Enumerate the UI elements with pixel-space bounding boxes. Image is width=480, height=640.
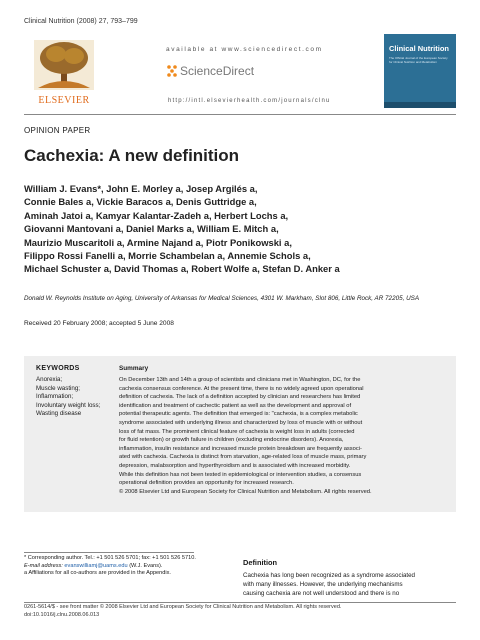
corresponding-author-note: * Corresponding author. Tel.: +1 501 526 5701; fax: +1 501 526 5710. [24,555,196,561]
author-list [24,182,464,276]
email-suffix: (W.J. Evans). [129,562,163,569]
doi-line[interactable]: doi:10.1016/j.clnu.2008.06.013 [24,611,100,618]
publisher-logo-text: ELSEVIER [38,95,90,106]
copyright-line: © 2008 Elsevier Ltd and European Society for Clinical Nutrition and Metabolism. All rights reserved. [119,488,372,495]
author-line: Giovanni Mantovani a, Daniel Marks a, William E. Mitch a, [24,223,279,235]
bottom-divider [24,602,456,603]
footnote-divider [24,552,194,553]
definition-body [243,571,457,598]
definition-heading: Definition [243,558,278,567]
keyword-item: Anorexia; [36,376,63,383]
footnotes [24,555,196,578]
summary-line: On December 13th and 14th a group of scientists and clinicians met in Washington, DC, for the [119,377,361,383]
cover-subtitle: The Official Journal of the European Society for Clinical Nutrition and Metabolism [389,56,448,64]
elsevier-tree-icon [24,34,104,94]
summary-line: inflammation, insulin resistance and increased muscle protein breakdown are frequently associ- [119,445,362,452]
summary-line: definition of cachexia. The lack of a definition accepted by clinician and researchers has limited [119,394,361,401]
summary-line: While this definition has not been tested in epidemiological or intervention studies, a consensus [119,471,362,478]
author-line: William J. Evans*, John E. Morley a, Josep Argilés a, [24,183,258,194]
summary-line: syndrome associated with underlying illness and characterized by loss of muscle with or without [119,419,363,426]
publication-info [24,604,464,620]
issn-line: 0261-5614/$ - see front matter © 2008 Elsevier Ltd and European Society for Clinical Nutrition and Metabolism. All rights reserved. [24,604,342,610]
cover-title: Clinical Nutrition [389,44,449,53]
sciencedirect-logo-icon [166,64,178,83]
summary-line: operational definition provides an opportunity for increased research. [119,480,294,487]
header-divider [24,114,456,115]
summary-line: for fluid retention) or growth failure in children (excluding endocrine disorders). Anorexia, [119,437,344,444]
affiliation: Donald W. Reynolds Institute on Aging, University of Arkansas for Medical Sciences, 4301 W. Markham, Slot 806, Little Rock, AR 72205, USA [24,295,420,302]
email-note [24,563,196,571]
keywords-list [36,376,114,419]
body-line: Cachexia has long been recognized as a syndrome associated [243,572,415,579]
keywords-heading: KEYWORDS [36,365,80,372]
author-line: Michael Schuster a, David Thomas a, Robert Wolfe a, Stefan D. Anker a [24,263,340,275]
keyword-item: Inflammation; [36,393,74,401]
summary-line: ated with cachexia. Cachexia is distinct from starvation, age-related loss of muscle mass, primary [119,454,367,461]
received-dates: Received 20 February 2008; accepted 5 June 2008 [24,320,174,327]
summary-heading: Summary [119,365,149,372]
journal-reference: Clinical Nutrition (2008) 27, 793–799 [24,18,138,25]
affiliations-note: a Affiliations for all co-authors are provided in the Appendix. [24,570,171,577]
keyword-item: Wasting disease [36,410,82,418]
body-line: with many illnesses. However, the underlying mechanisms [243,581,403,588]
article-type: OPINION PAPER [24,126,91,135]
summary-body [119,376,450,496]
body-line: causing cachexia are not well understood and there is no [243,590,400,597]
sciencedirect-label: ScienceDirect [180,64,255,78]
journal-cover [384,34,456,108]
summary-line: loss of fat mass. The prominent clinical feature of cachexia is weight loss in adults (corrected [119,428,355,435]
author-line: Aminah Jatoi a, Kamyar Kalantar-Zadeh a, Herbert Lochs a, [24,209,289,221]
author-line: Maurizio Muscaritoli a, Armine Najand a, Piotr Ponikowski a, [24,236,292,248]
summary-line: depression, malabsorption and hyperthyroidism and is associated with increased morbidity. [119,462,351,469]
email-link[interactable]: evanswilliamj@uams.edu [64,562,128,569]
summary-line: potential therapeutic agents. The definition that emerged is: "cachexia, is a complex metabolic [119,411,358,418]
available-at-text: available at www.sciencedirect.com [166,46,323,53]
keyword-item: Involuntary weight loss; [36,401,101,409]
keyword-item: Muscle wasting; [36,384,81,392]
article-title: Cachexia: A new definition [24,146,240,165]
author-line: Connie Bales a, Vickie Baracos a, Denis Guttridge a, [24,196,257,208]
author-line: Filippo Rossi Fanelli a, Morrie Schambelan a, Annemie Schols a, [24,250,311,262]
masthead [24,34,456,108]
cover-strip [384,102,456,108]
journal-url-link[interactable]: http://intl.elsevierhealth.com/journals/clnu [168,98,331,104]
summary-line: cachexia consensus conference. At the present time, there is no widely agreed upon operational [119,385,364,392]
elsevier-logo [24,34,104,106]
email-label: E-mail address: [24,562,63,569]
summary-line: identification and treatment of cachectic patient as well as the development and approval of [119,402,352,409]
